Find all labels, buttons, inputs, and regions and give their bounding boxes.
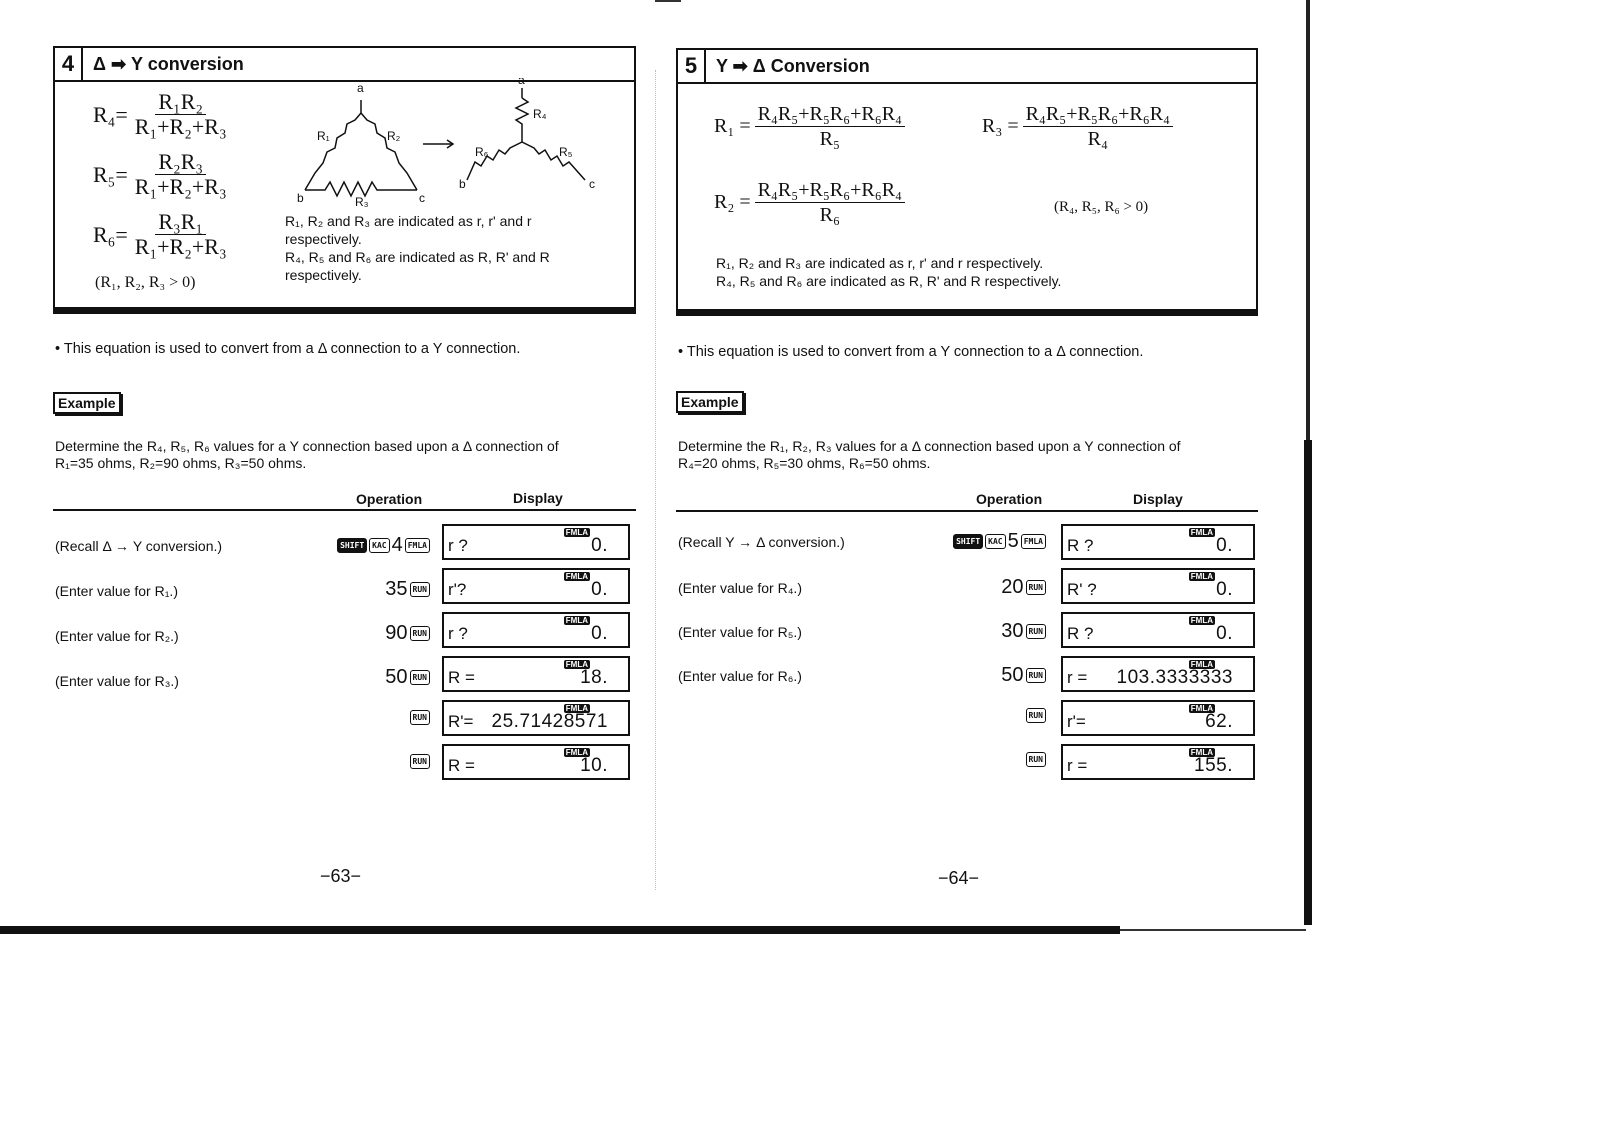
display-value: 18. [580,667,608,688]
formula-denominator: R₁+R₂+R₃ [134,234,227,259]
run-key-icon: RUN [1026,580,1046,595]
right-step-1-keys [920,530,1046,553]
left-section-header [55,48,634,82]
fmla-key-icon: FMLA [405,538,430,553]
formula-lhs: R₂ = [714,191,751,213]
formula-lhs: R₄= [93,101,128,127]
left-condition: (R₁, R₂, R₃ > 0) [95,274,196,291]
fmla-indicator: FMLA [565,528,588,537]
operation-text: 4 [391,534,403,556]
left-example-tag: Example [53,392,121,414]
right-section-title: Y ➡ Δ Conversion [716,56,870,76]
display-label: r ? [448,536,468,555]
kac-key-icon: KAC [985,534,1005,549]
left-step-2-keys [300,578,430,601]
operation-text: 90 [385,622,408,644]
left-problem-line-2: R₁=35 ohms, R₂=90 ohms, R₃=50 ohms. [55,455,307,471]
display-label: R ? [1067,624,1094,643]
operation-text: 5 [1007,530,1019,552]
right-step-3-text: (Enter value for R₅.) [678,624,802,640]
left-page-number: −63− [320,866,362,886]
run-key-icon: RUN [410,582,430,597]
fmla-indicator: FMLA [1190,660,1213,669]
fmla-indicator: FMLA [1190,616,1213,625]
left-step-2-display [442,568,630,604]
left-step-1-display [442,524,630,560]
left-display-header: Display [513,490,563,506]
page-gutter [655,70,657,890]
right-formula-box [676,48,1258,316]
formula-numerator: R₄R₅+R₅R₆+R₆R₄ [1023,102,1173,127]
formula-denominator: R₄ [1087,128,1108,150]
right-page-edge-bold [1304,440,1312,925]
formula-r3 [982,102,1173,151]
run-key-icon: RUN [1026,752,1046,767]
run-key-icon: RUN [1026,668,1046,683]
right-step-6-keys [920,752,1046,767]
right-table-header-rule [676,510,1258,512]
run-key-icon: RUN [410,754,430,769]
formula-r4 [93,90,230,139]
left-step-5-keys [300,710,430,725]
right-problem-line-2: R₄=20 ohms, R₅=30 ohms, R₆=50 ohms. [678,455,931,471]
left-step-4-keys [300,666,430,689]
run-key-icon: RUN [410,710,430,725]
formula-numerator: R₃R₁ [155,210,206,235]
left-step-3-keys [300,622,430,645]
delta-label-b: b [297,191,304,205]
shift-key-icon: SHIFT [953,534,983,549]
formula-denominator: R₁+R₂+R₃ [134,174,227,199]
y-label-r6: R₆ [475,145,489,159]
formula-numerator: R₁R₂ [155,90,206,115]
formula-denominator: R₅ [819,128,840,150]
left-step-5-display [442,700,630,736]
right-page-number: −64− [938,868,980,888]
right-display-header: Display [1133,491,1183,507]
right-section-header [678,50,1256,84]
formula-r2 [714,178,905,227]
bottom-page-edge [0,926,1120,934]
display-value: 62. [1205,711,1233,732]
display-label: r ? [448,624,468,643]
fmla-key-icon: FMLA [1021,534,1046,549]
delta-label-r2: R₂ [387,129,401,143]
display-value: 10. [580,755,608,776]
formula-lhs: R₅= [93,161,128,187]
right-step-5-keys [920,708,1046,723]
fmla-indicator: FMLA [1190,748,1213,757]
fmla-indicator: FMLA [565,704,588,713]
fmla-indicator: FMLA [1190,572,1213,581]
display-label: R = [448,756,475,775]
left-step-6-keys [300,754,430,769]
display-label: R' ? [1067,580,1097,599]
kac-key-icon: KAC [369,538,389,553]
right-step-3-display [1061,612,1255,648]
y-label-r5: R₅ [559,145,573,159]
bottom-page-edge-thin [1120,929,1306,931]
display-value: 25.71428571 [491,711,608,732]
display-label: r = [1067,756,1088,775]
right-box-bottom-rule [678,309,1256,314]
left-step-1-keys [300,534,430,557]
right-step-6-display [1061,744,1255,780]
display-label: r = [1067,668,1088,687]
formula-r6 [93,210,230,259]
fmla-indicator: FMLA [1190,528,1213,537]
left-step-4-text: (Enter value for R₃.) [55,673,179,689]
left-note-line-4: respectively. [285,267,362,283]
display-value: 155. [1194,755,1233,776]
left-step-2-text: (Enter value for R₁.) [55,583,178,599]
left-step-1-text: (Recall Δ → Y conversion.) [55,538,223,554]
display-label: R ? [1067,536,1094,555]
right-step-4-display [1061,656,1255,692]
right-step-2-keys [920,576,1046,599]
operation-text: 20 [1001,576,1024,598]
right-bullet-text: • This equation is used to convert from a Y connection to a Δ connection. [678,344,1144,360]
left-problem-line-1: Determine the R₄, R₅, R₆ values for a Y connection based upon a Δ connection of [55,438,559,454]
display-value: 0. [591,623,608,644]
left-operation-header: Operation [356,491,423,507]
fmla-indicator: FMLA [1190,704,1213,713]
fmla-indicator: FMLA [565,616,588,625]
fmla-indicator: FMLA [565,748,588,757]
right-step-4-keys [920,664,1046,687]
fmla-indicator: FMLA [565,572,588,581]
delta-label-c: c [419,191,425,205]
display-value: 0. [1216,535,1233,556]
run-key-icon: RUN [410,670,430,685]
operation-text: 30 [1001,620,1024,642]
display-value: 0. [591,535,608,556]
formula-numerator: R₄R₅+R₅R₆+R₆R₄ [755,102,905,127]
left-step-6-display [442,744,630,780]
right-step-2-text: (Enter value for R₄.) [678,580,802,596]
formula-r5 [93,150,230,199]
formula-r1 [714,102,905,151]
display-label: r'= [1067,712,1086,731]
left-section-number: 4 [55,48,83,80]
left-bullet-text: • This equation is used to convert from a Δ connection to a Y connection. [55,341,521,357]
display-value: 0. [1216,579,1233,600]
formula-lhs: R₆= [93,221,128,247]
left-step-4-display [442,656,630,692]
run-key-icon: RUN [410,626,430,641]
right-note-line-1: R₁, R₂ and R₃ are indicated as r, r' and r respectively. [716,255,1044,271]
display-label: R'= [448,712,474,731]
operation-text: 50 [1001,664,1024,686]
operation-text: 50 [385,666,408,688]
operation-text: 35 [385,578,408,600]
left-step-3-text: (Enter value for R₂.) [55,628,179,644]
right-step-5-display [1061,700,1255,736]
left-box-bottom-rule [55,307,634,312]
left-note-line-2: respectively. [285,231,362,247]
right-problem-line-1: Determine the R₁, R₂, R₃ values for a Δ connection based upon a Y connection of [678,438,1181,454]
run-key-icon: RUN [1026,708,1046,723]
y-label-b: b [459,177,466,191]
right-note-line-2: R₄, R₅ and R₆ are indicated as R, R' and R respectively. [716,273,1062,289]
formula-numerator: R₄R₅+R₅R₆+R₆R₄ [755,178,905,203]
y-label-c: c [589,177,595,191]
display-value: 0. [591,579,608,600]
display-label: r'? [448,580,467,599]
delta-label-r3: R₃ [355,195,369,208]
formula-numerator: R₂R₃ [155,150,206,175]
left-table-header-rule [53,509,636,511]
left-step-3-display [442,612,630,648]
delta-to-y-circuit-diagram [295,78,625,208]
delta-label-a: a [357,81,364,95]
right-example-tag: Example [676,391,744,413]
left-note-line-1: R₁, R₂ and R₃ are indicated as r, r' and r [285,213,532,229]
right-section-number: 5 [678,50,706,82]
left-formula-box [53,46,636,314]
formula-denominator: R₁+R₂+R₃ [134,114,227,139]
shift-key-icon: SHIFT [337,538,367,553]
y-label-r4: R₄ [533,107,547,121]
formula-lhs: R₃ = [982,115,1019,137]
right-operation-header: Operation [976,491,1043,507]
fmla-indicator: FMLA [565,660,588,669]
formula-denominator: R₆ [819,204,840,226]
display-value: 103.3333333 [1116,667,1233,688]
right-step-2-display [1061,568,1255,604]
right-step-1-display [1061,524,1255,560]
right-condition: (R₄, R₅, R₆ > 0) [1054,199,1149,215]
run-key-icon: RUN [1026,624,1046,639]
top-edge-mark [655,0,681,2]
left-note-line-3: R₄, R₅ and R₆ are indicated as R, R' and R [285,249,550,265]
right-step-1-text: (Recall Y → Δ conversion.) [678,534,845,550]
left-section-title: Δ ➡ Y conversion [93,54,244,74]
right-step-4-text: (Enter value for R₆.) [678,668,802,684]
display-value: 0. [1216,623,1233,644]
y-label-a: a [518,78,525,87]
display-label: R = [448,668,475,687]
right-step-3-keys [920,620,1046,643]
delta-label-r1: R₁ [317,129,330,143]
formula-lhs: R₁ = [714,115,751,137]
